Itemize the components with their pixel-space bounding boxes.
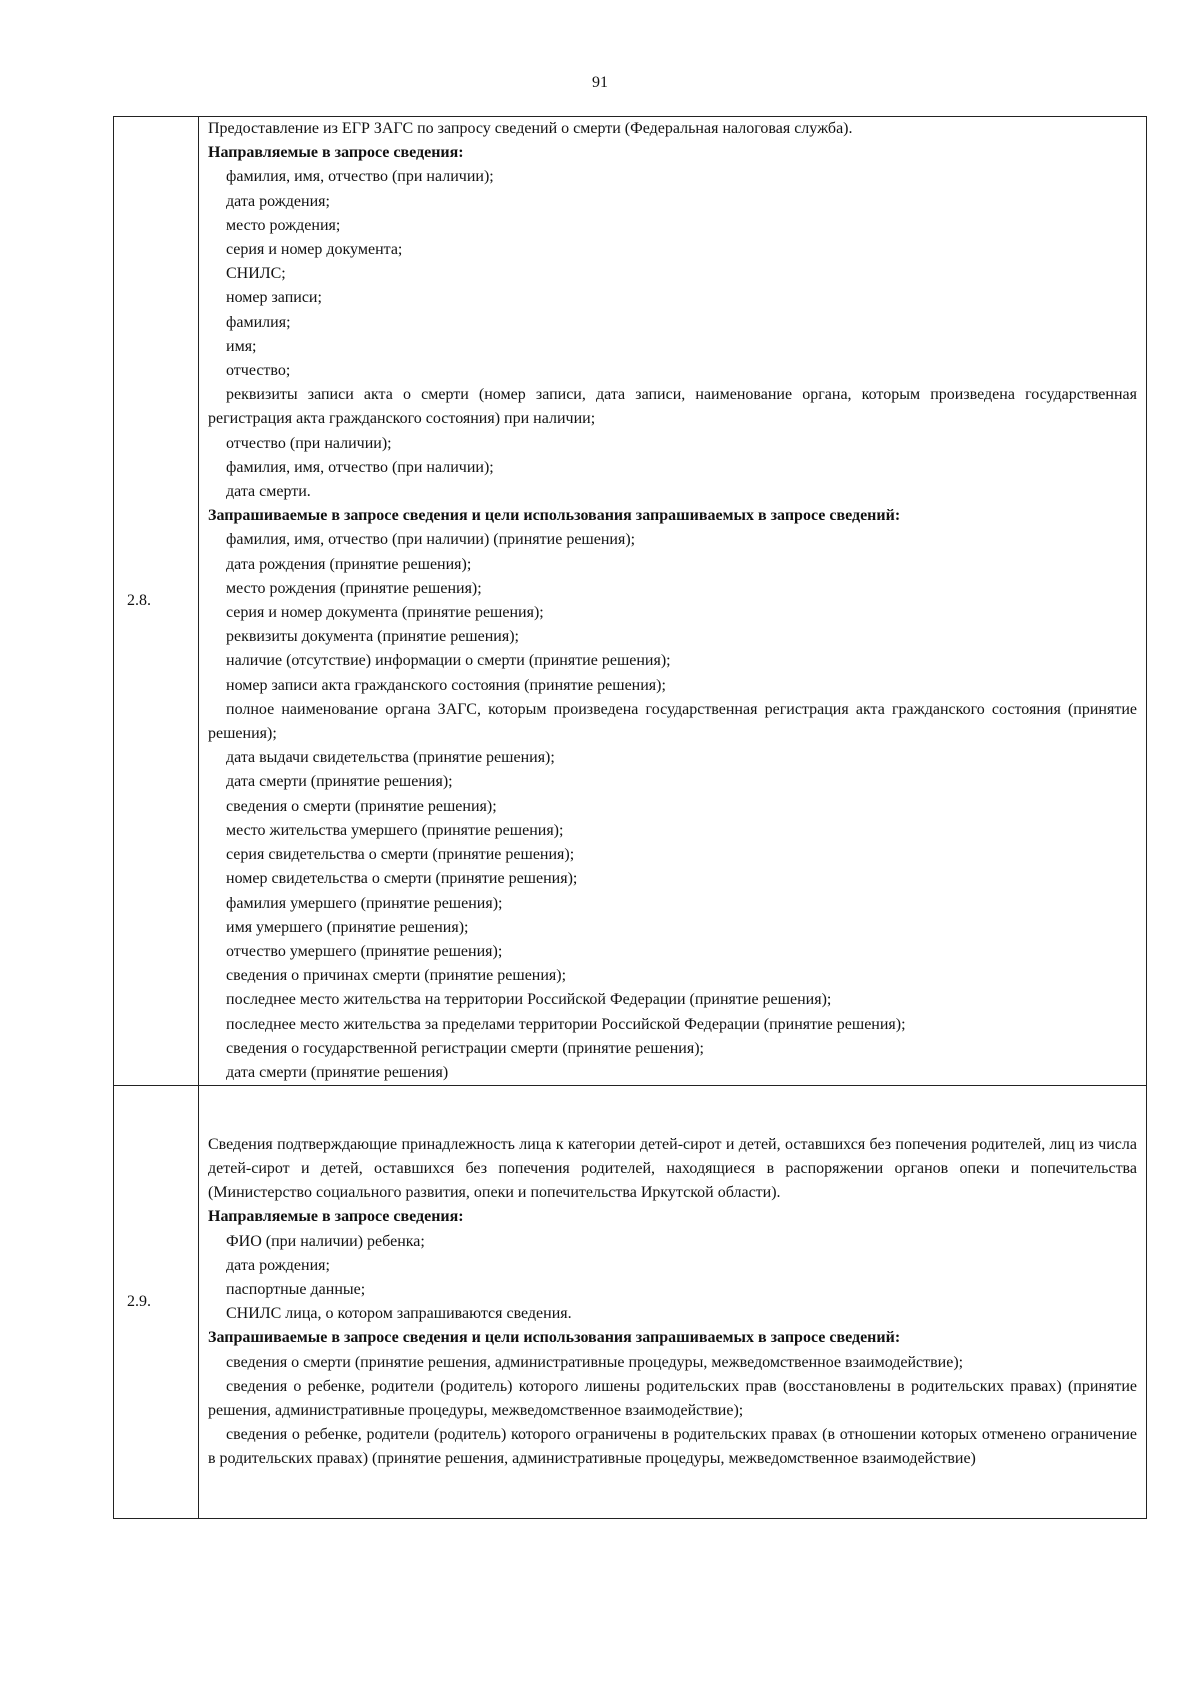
text-line: имя;	[226, 337, 257, 355]
text-line: дата рождения;	[226, 192, 330, 210]
text-line: дата рождения;	[226, 1256, 330, 1274]
text-line: имя умершего (принятие решения);	[226, 918, 469, 936]
text-line: место рождения;	[226, 216, 341, 234]
text-line: фамилия, имя, отчество (при наличии);	[226, 168, 494, 186]
document-table	[113, 116, 1147, 1519]
text-line: дата выдачи свидетельства (принятие решения);	[226, 749, 555, 767]
text-line: полное наименование органа ЗАГС, которым произведена государственная регистрация акта гражданского состояния (принятие решения);	[208, 700, 1137, 743]
text-line: серия свидетельства о смерти (принятие решения);	[226, 846, 575, 864]
section-heading: Направляемые в запросе сведения:	[208, 1208, 464, 1226]
text-line: номер записи акта гражданского состояния (принятие решения);	[226, 676, 666, 694]
text-line: ФИО (при наличии) ребенка;	[226, 1232, 425, 1250]
section-heading: Запрашиваемые в запросе сведения и цели использования запрашиваемых в запросе сведений:	[208, 507, 901, 525]
section-content	[199, 1086, 1147, 1519]
text-line: паспортные данные;	[226, 1280, 366, 1298]
section-content	[199, 117, 1147, 1086]
text-line: СНИЛС лица, о котором запрашиваются сведения.	[226, 1305, 572, 1323]
text-line: последнее место жительства за пределами территории Российской Федерации (принятие решения);	[226, 1015, 906, 1033]
section-number: 2.9.	[114, 1086, 199, 1519]
text-line: серия и номер документа;	[226, 241, 403, 259]
text-line: сведения о смерти (принятие решения);	[226, 797, 497, 815]
text-line: фамилия;	[226, 313, 291, 331]
text-line: дата рождения (принятие решения);	[226, 555, 472, 573]
text-line: номер свидетельства о смерти (принятие решения);	[226, 870, 578, 888]
text-line: дата смерти (принятие решения);	[226, 773, 453, 791]
page-number: 91	[592, 74, 608, 91]
section-lines	[208, 1133, 1137, 1472]
table-row-2-8	[114, 117, 1147, 1086]
text-line: сведения о ребенке, родители (родитель) которого лишены родительских прав (восстановлены в родительских правах) (принятие решения, административные процедуры, межведомственное взаимодействие);	[208, 1377, 1137, 1419]
text-line: серия и номер документа (принятие решения);	[226, 604, 544, 622]
text-line: сведения о смерти (принятие решения, административные процедуры, межведомственное взаимодействие);	[226, 1353, 964, 1371]
text-line: сведения о причинах смерти (принятие решения);	[226, 967, 567, 985]
text-line: Сведения подтверждающие принадлежность лица к категории детей-сирот и детей, оставшихся без попечения родителей, лиц из числа детей-сирот и детей, оставшихся без попечения родителей, находящиеся в распоряжении органов опеки и попечительства (Министерство социального развития, опеки и попечительства Иркутской области).	[208, 1135, 1137, 1202]
section-number: 2.8.	[114, 117, 199, 1086]
text-line: фамилия умершего (принятие решения);	[226, 894, 503, 912]
text-line: сведения о ребенке, родители (родитель) которого ограничены в родительских правах (в отношении которых отменено ограничение в родительских правах) (принятие решения, административные процедуры, межведомственное взаимодействие)	[208, 1426, 1137, 1468]
text-line: последнее место жительства на территории Российской Федерации (принятие решения);	[226, 991, 832, 1009]
text-line: номер записи;	[226, 289, 322, 307]
table-row-2-9	[114, 1086, 1147, 1519]
text-line: наличие (отсутствие) информации о смерти (принятие решения);	[226, 652, 671, 670]
section-lines	[208, 117, 1137, 1085]
text-line: реквизиты документа (принятие решения);	[226, 628, 519, 646]
text-line: отчество умершего (принятие решения);	[226, 942, 503, 960]
text-line: фамилия, имя, отчество (при наличии) (принятие решения);	[226, 531, 636, 549]
text-line: сведения о государственной регистрации смерти (принятие решения);	[226, 1039, 704, 1057]
section-heading: Направляемые в запросе сведения:	[208, 144, 464, 162]
text-line: Предоставление из ЕГР ЗАГС по запросу сведений о смерти (Федеральная налоговая служба).	[208, 120, 853, 137]
text-line: отчество;	[226, 362, 291, 380]
text-line: дата смерти (принятие решения)	[226, 1063, 449, 1081]
text-line: дата смерти.	[226, 483, 311, 501]
text-line: СНИЛС;	[226, 265, 286, 283]
text-line: место рождения (принятие решения);	[226, 579, 482, 597]
section-heading: Запрашиваемые в запросе сведения и цели использования запрашиваемых в запросе сведений:	[208, 1329, 901, 1347]
text-line: место жительства умершего (принятие решения);	[226, 821, 564, 839]
text-line: фамилия, имя, отчество (при наличии);	[226, 458, 494, 476]
text-line: реквизиты записи акта о смерти (номер записи, дата записи, наименование органа, которым произведена государственная регистрация акта гражданского состояния) при наличии;	[208, 386, 1137, 428]
text-line: отчество (при наличии);	[226, 434, 392, 452]
